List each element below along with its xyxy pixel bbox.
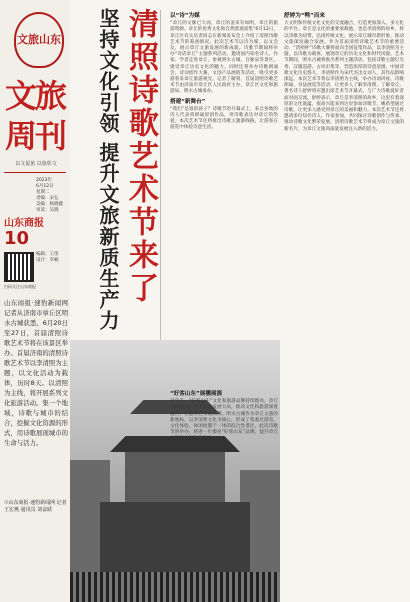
paper-name: 山东商报 bbox=[4, 218, 44, 229]
masthead-title: 文旅周刊 bbox=[4, 77, 65, 155]
section-heading: “好客山东”展播展演 bbox=[170, 391, 223, 397]
qr-caption: 扫码关注山东商报 bbox=[4, 284, 36, 289]
seal-text: 文旅山东 bbox=[17, 33, 61, 46]
issue-meta bbox=[36, 178, 68, 214]
meta-line: 责编：宋弘 bbox=[36, 196, 59, 201]
lead-paragraph: 山东商报·速豹新闻网记者从济南市章丘区明水古城获悉，6月20日至27日，首届清照诗歌艺术节将在该景区举办。首届济南的清照诗歌艺术节以李清照为主题，以文化活动为载体，历时8天。以清照为主线，将开展系列文化旅游活动。集一个地域，诗歌与城市的结合，挖掘文化资源的形式，用诗歌展现城市的生命与活力。 bbox=[4, 299, 68, 447]
staff-line: 设计：李楠 bbox=[36, 258, 59, 263]
article-text: 大文明和传统文化文化的交流融合，打造更加深入、多元化的平台。章丘是文化的重要承载地，也是李清照的故乡，将以诗歌为纽带，弘扬传统文化，展示章丘城市新形象，推动文旅深度融合发展。作为首届清照诗歌艺术节的重要活动，“清照杯”诗歌大赛将面向全国征集作品，以李清照为主题，以诗歌为载体，展现章丘的历史文化和时代风貌。艺术节期间，明水古城将推出系列主题活动，包括诗歌主题灯光秀、汉服巡游、古风市集等，营造浓厚的诗意氛围。中国诗歌文化历史悠久，李清照作为宋代杰出女词人，其作品影响深远。本次艺术节将以李清照为主线，举办诗词讲座、诗歌朗诵、书法展览等活动，让更多人了解李清照、了解章丘。著名诗人舒婷将应邀出席艺术节开幕式，与广大诗歌爱好者面对面交流。舒婷表示，章丘是李清照的故乡，这里有着深厚的文化底蕴，很高兴能来到这里参加诗歌节。她希望通过诗歌，让更多人感受到章丘的美丽和魅力。本次艺术节还将邀请多位知名诗人、作家参加，共同探讨诗歌创作与传承，推动诗歌文化繁荣发展。清照诗歌艺术节将成为章丘文旅的新名片，为章丘文旅高质量发展注入新的活力。 bbox=[284, 21, 404, 132]
reporter-credit: ☉山东商报·速豹新闻网 记者 王宏燕 通讯员 刘奋跃 bbox=[4, 500, 67, 513]
subheadline: 坚持文化引领 提升文旅新质生产力 bbox=[96, 8, 120, 331]
masthead-divider bbox=[4, 172, 66, 173]
wenlv-seal-logo bbox=[14, 12, 64, 68]
column-rule bbox=[160, 10, 161, 340]
meta-line: 星期二 bbox=[36, 190, 50, 195]
article-text: “我们”是谁的孩子？诗歌节的开幕式上，来自各地的诗人代表将朗诵原创作品，用诗歌表达对章丘的热爱。本次艺术节还将推出诗歌主题游线路，让游客在游览中体验诗意生活。 bbox=[170, 106, 278, 131]
staff-line: 编辑：王笛 bbox=[36, 252, 59, 257]
meta-line: 6月12日 bbox=[36, 184, 54, 189]
main-headline: 清照诗歌艺术节来了 bbox=[123, 8, 158, 305]
article-text: “章丘的文脉已久而，章丘的姜来有如明，章丘的旅游资源。章丘的优秀文化和自然景观富集”6月12日，章丘区有关负责同志在新闻发布会上介绍了清照诗歌艺术节的筹备情况。此次艺术节以诗为媒，以文会友，展示章丘文旅发展的新成就。诗歌节期间将举办“诗话章丘”主题系列活动，邀请国内知名诗人、作家、学者走进章丘，参观明水古城、百脉泉等景区，感受章丘历史文化的魅力。同时还将举办诗歌朗诵会、诗词创作大赛、文创产品展销等活动，吸引更多游客来章丘旅游观光。记者了解到，首届清照诗歌艺术节由济南市章丘区人民政府主办，章丘区文化和旅游局、明水古城承办。 bbox=[170, 21, 278, 95]
page-number: 10 bbox=[4, 228, 30, 249]
section-heading: 以“诗”为媒 bbox=[170, 13, 200, 19]
article-column-2 bbox=[284, 10, 404, 600]
article-column-3 bbox=[170, 388, 278, 588]
article-text: 近年来，“好客山东”文化和旅游品牌持续擦亮，章丘区积极融入全省文旅发展大局，推动文化和旅游深度融合，打造特色文旅品牌。明水古城作为章丘文旅的新地标，以李清照文化为核心，形成了集观光游览、文化体验、休闲度假于一体的综合性景区。此次诗歌节的举办，将进一步擦亮“好客山东”品牌，提升章丘文旅知名度和美誉度。 bbox=[170, 399, 278, 442]
qr-code[interactable] bbox=[4, 252, 34, 282]
article-column-1 bbox=[170, 10, 278, 340]
meta-line: 2023年 bbox=[36, 178, 52, 183]
masthead-tagline: 以文促旅 以旅彰文 bbox=[15, 161, 57, 167]
meta-line: 审读：吴晓 bbox=[36, 208, 59, 213]
meta-line: 美编：杨晓健 bbox=[36, 202, 63, 207]
section-heading: 舒婷为“鸭”而来 bbox=[284, 13, 325, 19]
section-heading: 搭建“新舞台” bbox=[170, 98, 206, 105]
staff-list bbox=[36, 252, 68, 264]
masthead-column bbox=[0, 0, 70, 602]
